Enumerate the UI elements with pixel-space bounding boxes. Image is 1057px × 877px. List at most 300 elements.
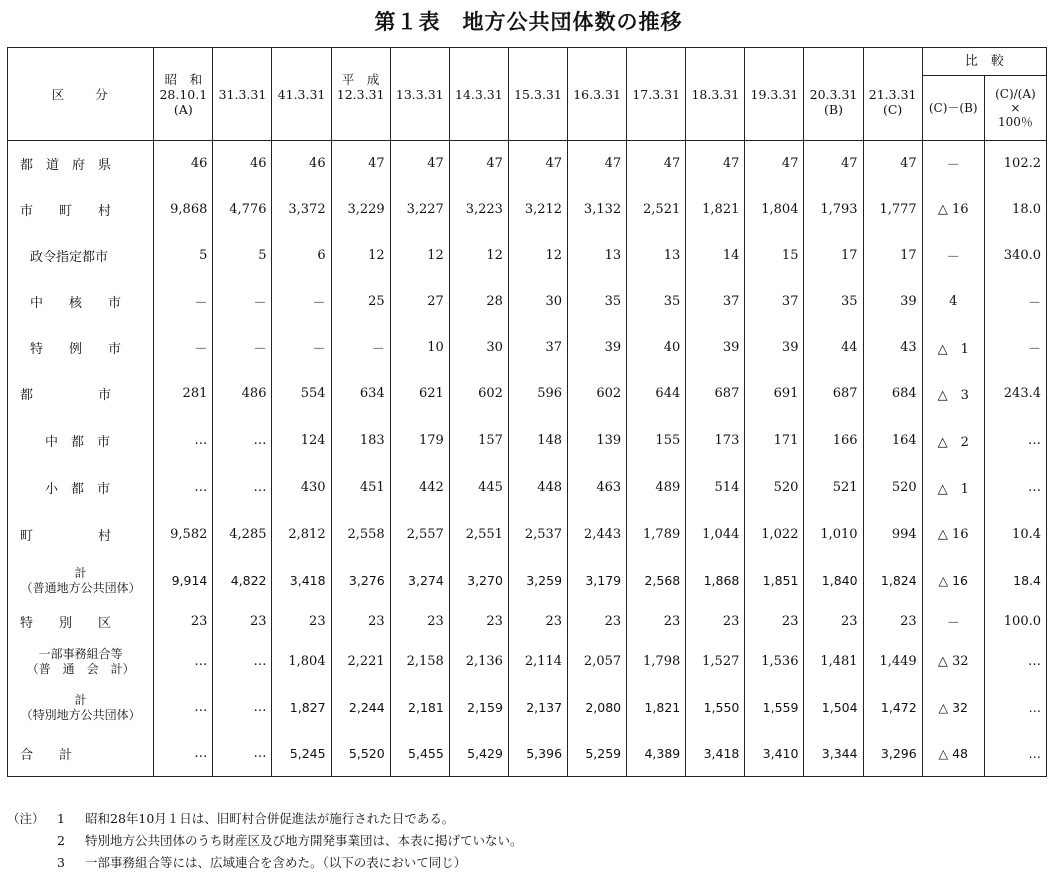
value-cell: 520 — [745, 464, 804, 511]
compare-header: 比 較 — [922, 48, 1046, 76]
date-header-line — [391, 102, 449, 117]
date-column-header — [390, 48, 449, 141]
ratio-cell: － — [984, 325, 1046, 371]
date-header-line: (C) — [882, 101, 903, 117]
date-header-line: 12.3.31 — [336, 86, 385, 102]
value-cell: 4,389 — [627, 731, 686, 777]
value-cell: 3,212 — [508, 187, 567, 233]
value-cell: 47 — [568, 141, 627, 187]
value-cell: 166 — [804, 417, 863, 464]
ratio-cell: … — [984, 685, 1046, 731]
value-cell: 2,558 — [331, 511, 390, 558]
value-cell: 25 — [331, 279, 390, 325]
row-label — [8, 233, 154, 279]
value-cell: 35 — [627, 279, 686, 325]
value-cell: 148 — [508, 417, 567, 464]
row-label — [8, 639, 154, 685]
date-header-line: 17.3.31 — [632, 86, 681, 102]
ratio-cell: … — [984, 464, 1046, 511]
note-prefix — [7, 830, 57, 852]
value-cell: 281 — [154, 371, 213, 417]
value-cell: 35 — [804, 279, 863, 325]
row-label-line: 計 — [74, 692, 87, 707]
value-cell: 47 — [863, 141, 922, 187]
value-cell: 1,821 — [627, 685, 686, 731]
date-column-header — [272, 48, 331, 141]
ratio-cell: … — [984, 731, 1046, 777]
date-column-header — [154, 48, 213, 141]
value-cell: 3,270 — [449, 558, 508, 604]
value-cell: 1,851 — [745, 558, 804, 604]
value-cell: 37 — [686, 279, 745, 325]
diff-header: (C)－(B) — [922, 76, 984, 141]
value-cell: 9,914 — [154, 558, 213, 604]
date-header-line: 28.10.1 — [159, 86, 208, 102]
value-cell: 430 — [272, 464, 331, 511]
value-cell: 5,520 — [331, 731, 390, 777]
row-label — [8, 604, 154, 639]
value-cell: 687 — [804, 371, 863, 417]
value-cell: 554 — [272, 371, 331, 417]
diff-cell: △ 2 — [922, 417, 984, 464]
value-cell: 1,449 — [863, 639, 922, 685]
row-label — [8, 731, 154, 777]
row-label — [8, 187, 154, 233]
ratio-cell: 100.0 — [984, 604, 1046, 639]
value-cell: 1,798 — [627, 639, 686, 685]
value-cell: 1,022 — [745, 511, 804, 558]
value-cell: 621 — [390, 371, 449, 417]
value-cell: 1,559 — [745, 685, 804, 731]
value-cell: 17 — [863, 233, 922, 279]
value-cell: 3,418 — [272, 558, 331, 604]
value-cell: 3,223 — [449, 187, 508, 233]
row-label — [8, 511, 154, 558]
value-cell: 40 — [627, 325, 686, 371]
value-cell: 2,137 — [508, 685, 567, 731]
row-label — [8, 325, 154, 371]
value-cell: 1,804 — [272, 639, 331, 685]
date-header-line: 18.3.31 — [691, 86, 740, 102]
diff-cell: － — [922, 604, 984, 639]
row-label — [8, 464, 154, 511]
diff-cell: △ 16 — [922, 511, 984, 558]
value-cell: － — [213, 325, 272, 371]
value-cell: 596 — [508, 371, 567, 417]
date-column-header — [213, 48, 272, 141]
value-cell: 5,429 — [449, 731, 508, 777]
table-row — [8, 558, 1047, 604]
value-cell: 2,521 — [627, 187, 686, 233]
value-cell: 23 — [272, 604, 331, 639]
value-cell: 30 — [508, 279, 567, 325]
value-cell: 15 — [745, 233, 804, 279]
value-cell: 23 — [568, 604, 627, 639]
notes — [7, 808, 523, 874]
value-cell: 47 — [331, 141, 390, 187]
value-cell: 23 — [508, 604, 567, 639]
value-cell: 9,868 — [154, 187, 213, 233]
ratio-cell: 340.0 — [984, 233, 1046, 279]
ratio-header — [984, 76, 1046, 141]
value-cell: 3,132 — [568, 187, 627, 233]
value-cell: 445 — [449, 464, 508, 511]
diff-cell: 4 — [922, 279, 984, 325]
date-header-line: 20.3.31 — [809, 86, 858, 102]
date-column-header — [686, 48, 745, 141]
value-cell: 1,840 — [804, 558, 863, 604]
date-column-header — [863, 48, 922, 141]
value-cell: 37 — [745, 279, 804, 325]
date-header-line: 15.3.31 — [514, 86, 562, 102]
value-cell: 12 — [449, 233, 508, 279]
value-cell: 23 — [331, 604, 390, 639]
date-header-line: (B) — [824, 101, 843, 117]
value-cell: 2,244 — [331, 685, 390, 731]
value-cell: 514 — [686, 464, 745, 511]
value-cell: 47 — [449, 141, 508, 187]
value-cell: 442 — [390, 464, 449, 511]
value-cell: 12 — [331, 233, 390, 279]
row-label-text: 政令指定都市 — [30, 250, 109, 265]
value-cell: － — [154, 279, 213, 325]
note-line — [7, 830, 523, 852]
value-cell: 3,410 — [745, 731, 804, 777]
value-cell: 2,557 — [390, 511, 449, 558]
row-label — [8, 141, 154, 187]
value-cell: 39 — [686, 325, 745, 371]
value-cell: 1,804 — [745, 187, 804, 233]
value-cell: 1,044 — [686, 511, 745, 558]
row-label — [8, 685, 154, 731]
ratio-header-line: (C)/(A) — [995, 87, 1036, 101]
value-cell: 46 — [213, 141, 272, 187]
value-cell: … — [154, 685, 213, 731]
value-cell: 35 — [568, 279, 627, 325]
date-column-header — [508, 48, 567, 141]
value-cell: 46 — [154, 141, 213, 187]
row-label-text: 合 計 — [20, 747, 73, 763]
value-cell: … — [213, 639, 272, 685]
diff-cell: △ 48 — [922, 731, 984, 777]
date-column-header — [745, 48, 804, 141]
value-cell: 23 — [863, 604, 922, 639]
ratio-header-line: 100％ — [997, 115, 1033, 129]
value-cell: 1,789 — [627, 511, 686, 558]
diff-cell: － — [922, 233, 984, 279]
date-column-header — [627, 48, 686, 141]
value-cell: － — [213, 279, 272, 325]
value-cell: 3,227 — [390, 187, 449, 233]
value-cell: 2,181 — [390, 685, 449, 731]
value-cell: 1,827 — [272, 685, 331, 731]
table-row — [8, 464, 1047, 511]
date-header-line: 31.3.31 — [218, 86, 267, 102]
date-header-line: 14.3.31 — [455, 86, 503, 102]
value-cell: 2,221 — [331, 639, 390, 685]
value-cell: … — [154, 417, 213, 464]
diff-cell: － — [922, 141, 984, 187]
header-row — [8, 48, 1047, 76]
value-cell: 3,372 — [272, 187, 331, 233]
ratio-cell: 102.2 — [984, 141, 1046, 187]
note-prefix — [7, 852, 57, 874]
value-cell: 3,344 — [804, 731, 863, 777]
table-row — [8, 325, 1047, 371]
value-cell: 2,057 — [568, 639, 627, 685]
value-cell: 47 — [745, 141, 804, 187]
table-row — [8, 639, 1047, 685]
value-cell: 23 — [804, 604, 863, 639]
value-cell: 47 — [390, 141, 449, 187]
table-row — [8, 187, 1047, 233]
value-cell: … — [213, 731, 272, 777]
ratio-cell: － — [984, 279, 1046, 325]
date-header-line: 41.3.31 — [277, 86, 326, 102]
value-cell: 23 — [627, 604, 686, 639]
value-cell: 5,396 — [508, 731, 567, 777]
value-cell: 2,158 — [390, 639, 449, 685]
value-cell: 1,527 — [686, 639, 745, 685]
table-row — [8, 279, 1047, 325]
value-cell: 173 — [686, 417, 745, 464]
date-header-line — [568, 102, 626, 117]
value-cell: 5,245 — [272, 731, 331, 777]
date-header-line: 昭 和 — [164, 71, 203, 87]
value-cell: 994 — [863, 511, 922, 558]
date-header-line: 13.3.31 — [395, 86, 444, 102]
value-cell: 2,136 — [449, 639, 508, 685]
row-label-line: （特別地方公共団体） — [20, 707, 141, 722]
date-column-header — [568, 48, 627, 141]
value-cell: 1,824 — [863, 558, 922, 604]
row-label-text: 中 都 市 — [45, 434, 111, 450]
date-header-line — [745, 102, 803, 117]
ratio-cell: 10.4 — [984, 511, 1046, 558]
value-cell: 4,285 — [213, 511, 272, 558]
division-header: 区 分 — [8, 48, 154, 141]
value-cell: 521 — [804, 464, 863, 511]
value-cell: 47 — [804, 141, 863, 187]
ratio-cell: … — [984, 639, 1046, 685]
note-text: 昭和28年10月１日は、旧町村合併促進法が施行された日である。 — [85, 811, 455, 826]
table-row — [8, 604, 1047, 639]
value-cell: 1,550 — [686, 685, 745, 731]
value-cell: 17 — [804, 233, 863, 279]
row-label-text: 都 市 — [20, 388, 112, 403]
value-cell: 2,537 — [508, 511, 567, 558]
row-label — [8, 558, 154, 604]
value-cell: 6 — [272, 233, 331, 279]
row-label-text: 町 村 — [20, 528, 112, 544]
value-cell: 10 — [390, 325, 449, 371]
value-cell: 171 — [745, 417, 804, 464]
table-row — [8, 417, 1047, 464]
row-label — [8, 417, 154, 464]
value-cell: 1,821 — [686, 187, 745, 233]
diff-cell: △ 16 — [922, 187, 984, 233]
table-row — [8, 731, 1047, 777]
value-cell: 13 — [568, 233, 627, 279]
value-cell: 486 — [213, 371, 272, 417]
value-cell: 23 — [213, 604, 272, 639]
value-cell: 3,274 — [390, 558, 449, 604]
date-header-line: 平 成 — [341, 71, 380, 87]
row-label-text: 都 道 府 県 — [20, 158, 112, 174]
value-cell: 183 — [331, 417, 390, 464]
value-cell: － — [272, 279, 331, 325]
value-cell: … — [154, 639, 213, 685]
row-label-text: 特 別 区 — [20, 615, 112, 631]
row-label — [8, 371, 154, 417]
value-cell: 2,159 — [449, 685, 508, 731]
value-cell: 5,455 — [390, 731, 449, 777]
value-cell: 4,776 — [213, 187, 272, 233]
date-header-line — [450, 102, 508, 117]
table-title: 第１表 地方公共団体数の推移 — [374, 9, 683, 34]
diff-cell: △ 32 — [922, 685, 984, 731]
row-label-text: 中 核 市 — [30, 296, 122, 311]
ratio-header-line: × — [1010, 101, 1021, 115]
value-cell: 1,793 — [804, 187, 863, 233]
date-header-line — [627, 102, 685, 117]
value-cell: 23 — [449, 604, 508, 639]
row-label-text: 市 町 村 — [20, 204, 112, 219]
row-label — [8, 279, 154, 325]
value-cell: 155 — [627, 417, 686, 464]
value-cell: 5 — [213, 233, 272, 279]
note-number: 2 — [57, 833, 65, 848]
value-cell: 2,551 — [449, 511, 508, 558]
date-header-line: (A) — [173, 101, 193, 117]
row-label-text: 小 都 市 — [45, 481, 111, 497]
value-cell: 602 — [568, 371, 627, 417]
date-header-line — [686, 102, 744, 117]
value-cell: 3,276 — [331, 558, 390, 604]
value-cell: 43 — [863, 325, 922, 371]
value-cell: 39 — [863, 279, 922, 325]
value-cell: 1,868 — [686, 558, 745, 604]
value-cell: 157 — [449, 417, 508, 464]
diff-cell: △ 16 — [922, 558, 984, 604]
value-cell: 47 — [686, 141, 745, 187]
ratio-cell: 18.0 — [984, 187, 1046, 233]
table-row — [8, 685, 1047, 731]
value-cell: 3,296 — [863, 731, 922, 777]
value-cell: 27 — [390, 279, 449, 325]
date-header-line — [213, 102, 271, 117]
value-cell: 2,568 — [627, 558, 686, 604]
value-cell: 520 — [863, 464, 922, 511]
note-text: 特別地方公共団体のうち財産区及び地方開発事業団は、本表に掲げていない。 — [85, 833, 523, 848]
value-cell: 47 — [627, 141, 686, 187]
value-cell: 46 — [272, 141, 331, 187]
diff-cell: △ 1 — [922, 464, 984, 511]
value-cell: 39 — [568, 325, 627, 371]
value-cell: 634 — [331, 371, 390, 417]
value-cell: 13 — [627, 233, 686, 279]
value-cell: 463 — [568, 464, 627, 511]
value-cell: － — [272, 325, 331, 371]
date-column-header — [804, 48, 863, 141]
municipality-table — [7, 47, 1047, 777]
date-header-line — [272, 102, 330, 117]
value-cell: 30 — [449, 325, 508, 371]
value-cell: 2,443 — [568, 511, 627, 558]
table-row — [8, 233, 1047, 279]
value-cell: 124 — [272, 417, 331, 464]
value-cell: 2,812 — [272, 511, 331, 558]
value-cell: 37 — [508, 325, 567, 371]
value-cell: － — [154, 325, 213, 371]
value-cell: 1,536 — [745, 639, 804, 685]
ratio-cell: … — [984, 417, 1046, 464]
note-number: 1 — [57, 811, 65, 826]
note-line — [7, 852, 523, 874]
value-cell: 602 — [449, 371, 508, 417]
value-cell: 12 — [508, 233, 567, 279]
value-cell: 28 — [449, 279, 508, 325]
value-cell: 3,179 — [568, 558, 627, 604]
value-cell: 5,259 — [568, 731, 627, 777]
date-header-line: 21.3.31 — [868, 86, 917, 102]
value-cell: 1,472 — [863, 685, 922, 731]
value-cell: 687 — [686, 371, 745, 417]
value-cell: 4,822 — [213, 558, 272, 604]
value-cell: 2,080 — [568, 685, 627, 731]
value-cell: 644 — [627, 371, 686, 417]
note-text: 一部事務組合等には、広域連合を含めた。（以下の表において同じ） — [85, 855, 467, 870]
note-number: 3 — [57, 855, 65, 870]
value-cell: 684 — [863, 371, 922, 417]
value-cell: 39 — [745, 325, 804, 371]
table-row — [8, 141, 1047, 187]
value-cell: … — [213, 685, 272, 731]
value-cell: 451 — [331, 464, 390, 511]
value-cell: … — [213, 417, 272, 464]
value-cell: 5 — [154, 233, 213, 279]
date-column-header — [331, 48, 390, 141]
value-cell: 164 — [863, 417, 922, 464]
value-cell: 1,777 — [863, 187, 922, 233]
value-cell: 44 — [804, 325, 863, 371]
value-cell: 691 — [745, 371, 804, 417]
date-header-line: 16.3.31 — [573, 86, 621, 102]
value-cell: … — [213, 464, 272, 511]
date-header-line — [332, 102, 390, 117]
diff-cell: △ 3 — [922, 371, 984, 417]
value-cell: 47 — [508, 141, 567, 187]
value-cell: 23 — [154, 604, 213, 639]
date-header-line — [509, 102, 567, 117]
row-label-text: 特 例 市 — [30, 342, 122, 357]
value-cell: 1,481 — [804, 639, 863, 685]
value-cell: 9,582 — [154, 511, 213, 558]
value-cell: 3,229 — [331, 187, 390, 233]
ratio-cell: 243.4 — [984, 371, 1046, 417]
value-cell: 14 — [686, 233, 745, 279]
value-cell: 12 — [390, 233, 449, 279]
row-label-line: （普通地方公共団体） — [20, 580, 141, 595]
date-column-header — [449, 48, 508, 141]
date-header-line: 19.3.31 — [750, 86, 799, 102]
value-cell: 1,504 — [804, 685, 863, 731]
row-label-line: （普 通 会 計） — [26, 661, 135, 676]
value-cell: 3,259 — [508, 558, 567, 604]
value-cell: 23 — [745, 604, 804, 639]
value-cell: 2,114 — [508, 639, 567, 685]
value-cell: 23 — [390, 604, 449, 639]
